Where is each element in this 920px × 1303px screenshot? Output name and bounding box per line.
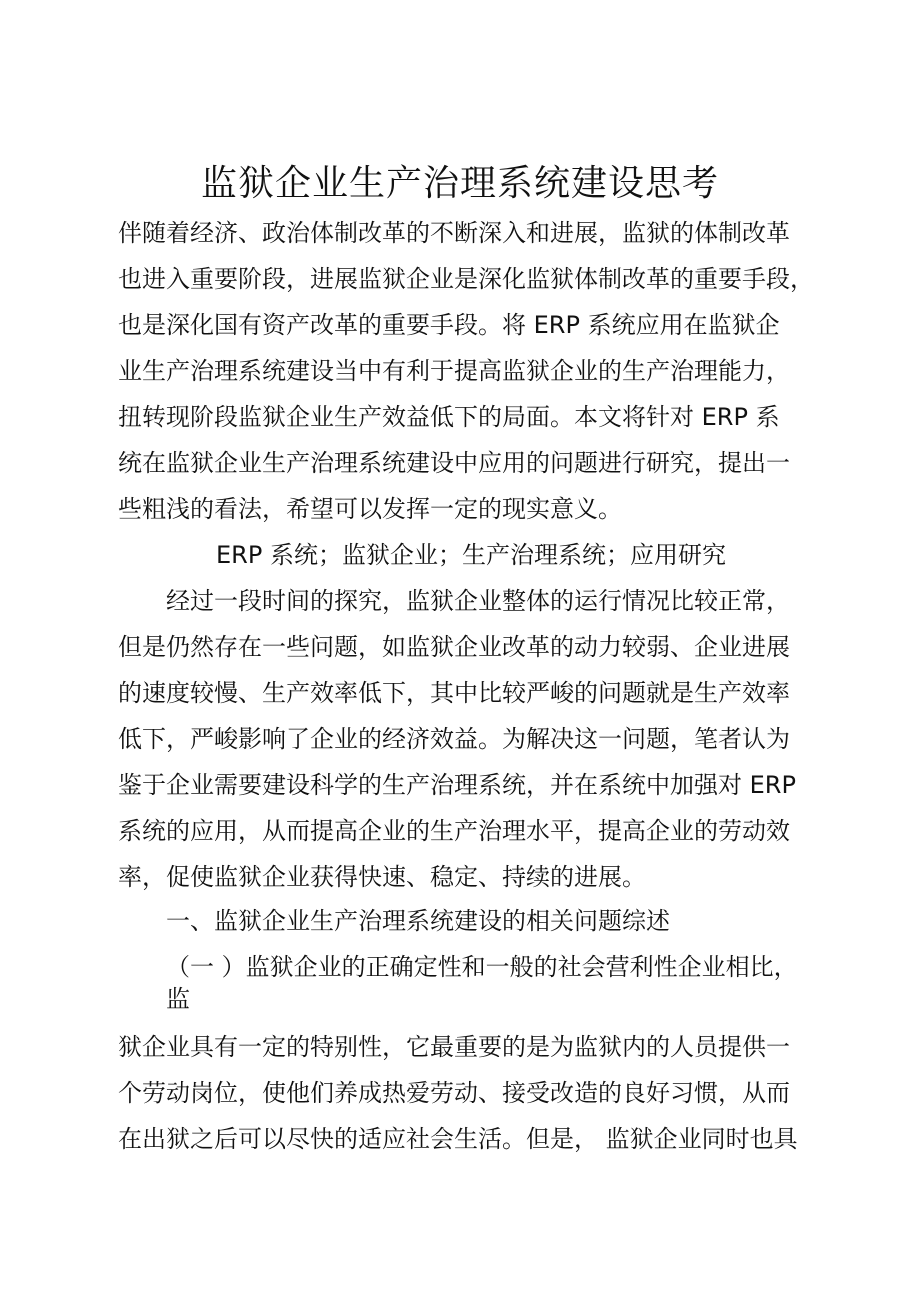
document-title: 监狱企业生产治理系统建设思考	[200, 163, 719, 204]
abstract-line: 伴随着经济、政治体制改革的不断深入和进展，监狱的体制改革	[118, 219, 790, 247]
body-line: 鉴于企业需要建设科学的生产治理系统，并在系统中加强对 ERP	[118, 771, 796, 799]
abstract-line: 也进入重要阶段，进展监狱企业是深化监狱体制改革的重要手段，	[118, 265, 814, 293]
body-line: 的速度较慢、生产效率低下，其中比较严峻的问题就是生产效率	[118, 679, 790, 707]
keywords-line: ERP 系统；监狱企业；生产治理系统；应用研究	[216, 541, 726, 569]
abstract-line: 些粗浅的看法，希望可以发挥一定的现实意义。	[118, 495, 622, 523]
body-line: 系统的应用，从而提高企业的生产治理水平，提高企业的劳动效	[118, 817, 790, 845]
abstract-line: 统在监狱企业生产治理系统建设中应用的问题进行研究，提出一	[118, 449, 790, 477]
subsection-heading-continued: 监	[166, 985, 190, 1013]
body-line: 在出狱之后可以尽快的适应社会生活。但是， 监狱企业同时也具	[118, 1125, 798, 1153]
subsection-heading: （一 ）监狱企业的正确定性和一般的社会营利性企业相比，	[166, 953, 798, 981]
abstract-line: 扭转现阶段监狱企业生产效益低下的局面。本文将针对 ERP 系	[118, 403, 780, 431]
body-line: 狱企业具有一定的特别性，它最重要的是为监狱内的人员提供一	[118, 1033, 790, 1061]
body-line: 经过一段时间的探究，监狱企业整体的运行情况比较正常，	[166, 587, 790, 615]
abstract-line: 业生产治理系统建设当中有利于提高监狱企业的生产治理能力，	[118, 357, 790, 385]
body-line: 率，促使监狱企业获得快速、稳定、持续的进展。	[118, 863, 646, 891]
abstract-line: 也是深化国有资产改革的重要手段。将 ERP 系统应用在监狱企	[118, 311, 780, 339]
body-line: 但是仍然存在一些问题，如监狱企业改革的动力较弱、企业进展	[118, 633, 790, 661]
body-line: 低下，严峻影响了企业的经济效益。为解决这一问题，笔者认为	[118, 725, 790, 753]
section-heading: 一、监狱企业生产治理系统建设的相关问题综述	[166, 907, 670, 935]
body-line: 个劳动岗位，使他们养成热爱劳动、接受改造的良好习惯，从而	[118, 1079, 790, 1107]
